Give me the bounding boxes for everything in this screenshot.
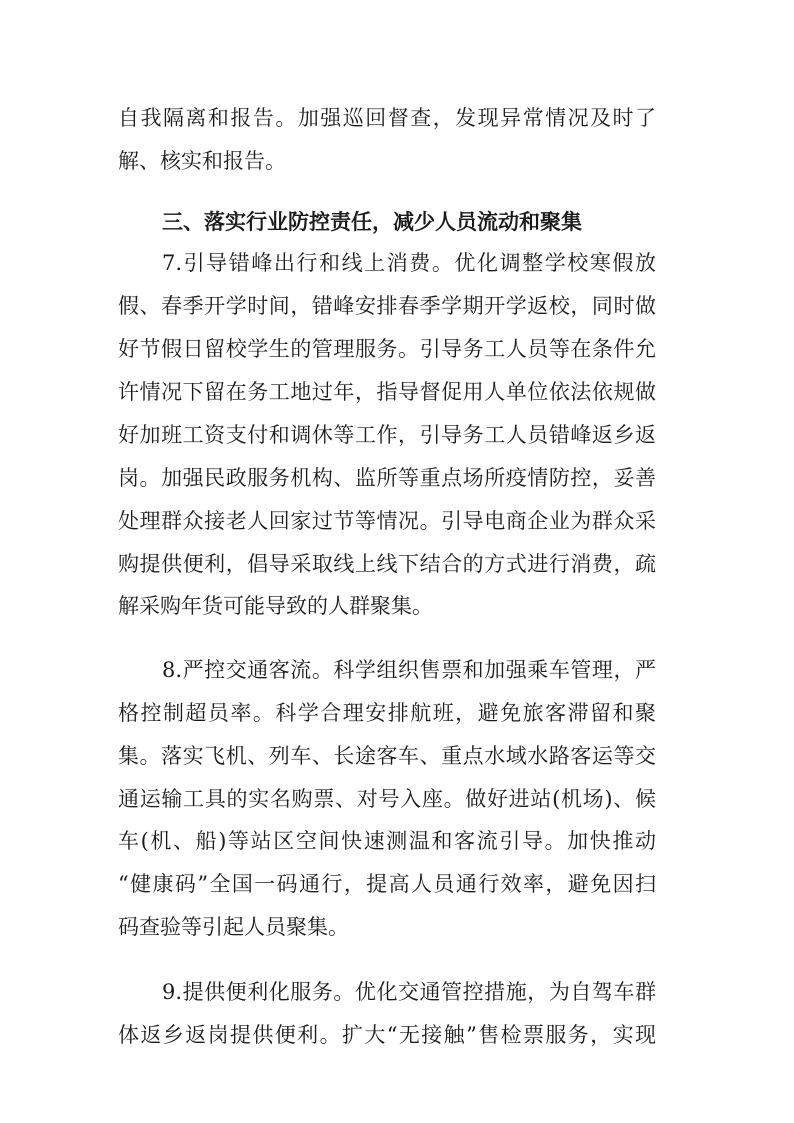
paragraph-line: 体返乡返岗提供便利。扩大“无接触”售检票服务，实现 — [118, 1023, 656, 1047]
paragraph-line: 解采购年货可能导致的人群聚集。 — [118, 594, 433, 618]
paragraph-line: 8.严控交通客流。科学组织售票和加强乘车管理，严 — [162, 658, 656, 682]
paragraph-line: 集。落实飞机、列车、长途客车、重点水域水路客运等交 — [118, 744, 656, 768]
paragraph-line: 处理群众接老人回家过节等情况。引导电商企业为群众采 — [118, 509, 656, 533]
paragraph-line: 购提供便利，倡导采取线上线下结合的方式进行消费，疏 — [118, 552, 656, 576]
section-heading: 三、落实行业防控责任，减少人员流动和聚集 — [162, 209, 582, 234]
paragraph-line: 通运输工具的实名购票、对号入座。做好进站(机场)、候 — [118, 787, 656, 811]
paragraph-line: 格控制超员率。科学合理安排航班，避免旅客滞留和聚 — [118, 701, 656, 725]
paragraph-line: 岗。加强民政服务机构、监所等重点场所疫情防控，妥善 — [118, 466, 656, 490]
paragraph-line: 码查验等引起人员聚集。 — [118, 915, 349, 939]
paragraph-line: 好节假日留校学生的管理服务。引导务工人员等在条件允 — [118, 337, 656, 361]
paragraph-line: 假、春季开学时间，错峰安排春季学期开学返校，同时做 — [118, 294, 656, 318]
paragraph-line: 车(机、船)等站区空间快速测温和客流引导。加快推动 — [118, 829, 656, 853]
paragraph-line: 好加班工资支付和调休等工作，引导务工人员错峰返乡返 — [118, 423, 656, 447]
paragraph-line: 9.提供便利化服务。优化交通管控措施，为自驾车群 — [162, 980, 656, 1004]
paragraph-line: 解、核实和报告。 — [118, 149, 286, 173]
paragraph-line: 自我隔离和报告。加强巡回督查，发现异常情况及时了 — [118, 106, 656, 130]
paragraph-line: 许情况下留在务工地过年，指导督促用人单位依法依规做 — [118, 380, 656, 404]
paragraph-line: 7.引导错峰出行和线上消费。优化调整学校寒假放 — [162, 251, 656, 275]
paragraph-line: “健康码”全国一码通行，提高人员通行效率，避免因扫 — [118, 872, 656, 896]
